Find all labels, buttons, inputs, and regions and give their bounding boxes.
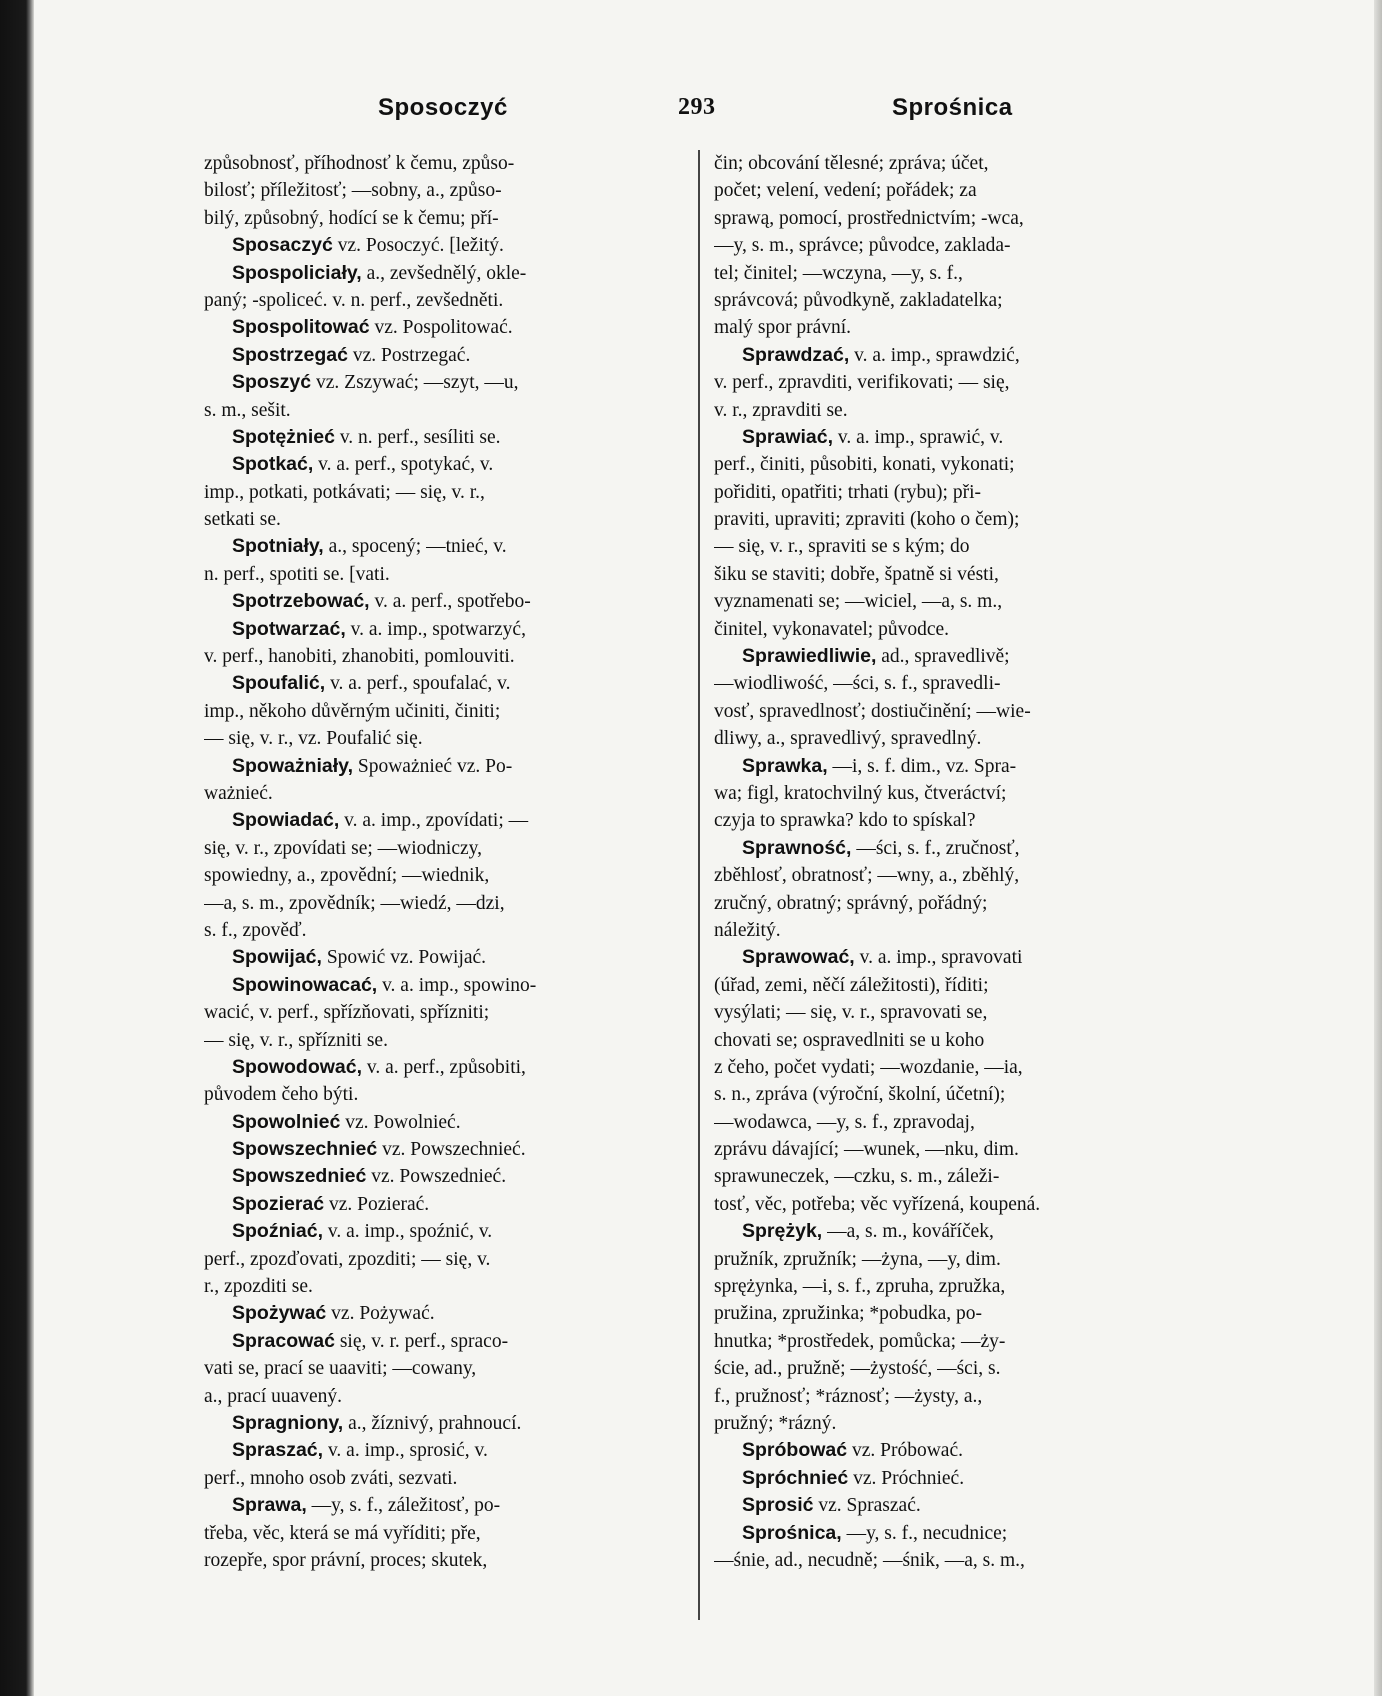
text-line: —y, s. m., správce; původce, zaklada- xyxy=(714,235,1011,257)
entry-line xyxy=(204,1109,680,1136)
definition: vz. Pospolitować. xyxy=(369,317,513,339)
text-line: náležitý. xyxy=(714,919,781,941)
headword: Sprawować, xyxy=(742,946,855,969)
entry-line xyxy=(204,342,680,369)
definition: v. a. perf., způsobiti, xyxy=(362,1056,526,1078)
definition: vz. Powszechnieć. xyxy=(377,1139,526,1161)
headword: Sprosić xyxy=(742,1494,814,1517)
text-line: setkati se. xyxy=(204,509,281,531)
definition: —y, s. f., necudnice; xyxy=(841,1522,1008,1544)
definition: v. a. imp., spoźnić, v. xyxy=(323,1221,493,1243)
text-line: s. m., sešit. xyxy=(204,399,291,421)
text-line: perf., mnoho osob zváti, sezvati. xyxy=(204,1467,458,1489)
text-line: imp., někoho důvěrným učiniti, činiti; xyxy=(204,700,501,722)
entry-line xyxy=(204,1191,680,1218)
text-line: czyja to sprawka? kdo to spískal? xyxy=(714,810,976,832)
entry-line xyxy=(204,1492,680,1519)
text-line: się, v. r., zpovídati se; —wiodniczy, xyxy=(204,837,482,859)
definition: Spowić vz. Powijać. xyxy=(321,947,487,969)
headword: Sprawka, xyxy=(742,754,828,777)
text-line: bilý, způsobný, hodící se k čemu; pří- xyxy=(204,207,499,229)
definition: vz. Zszywać; —szyt, —u, xyxy=(311,372,519,394)
headword: Sprawność, xyxy=(742,836,852,859)
headword: Spotrzebować, xyxy=(232,590,370,613)
headword: Spotężnieć xyxy=(232,425,335,448)
text-line: perf., činiti, působiti, konati, vykonati; xyxy=(714,454,1015,476)
headword: Spowszednieć xyxy=(232,1165,367,1188)
text-line: pořiditi, opatřiti; trhati (rybu); při- xyxy=(714,481,981,503)
entry-line xyxy=(204,807,680,834)
text-line: pružina, zpružinka; *pobudka, po- xyxy=(714,1303,983,1325)
definition: vz. Powolnieć. xyxy=(340,1111,461,1133)
entry-line xyxy=(204,1437,680,1464)
headword: Spraszać, xyxy=(232,1439,324,1462)
definition: v. a. imp., sprawdzić, xyxy=(849,344,1020,366)
running-head-left: Sposoczyć xyxy=(378,94,508,121)
text-line: z čeho, počet vydati; —wozdanie, —ia, xyxy=(714,1056,1023,1078)
text-line: v. perf., zpravditi, verifikovati; — się, xyxy=(714,372,1010,394)
definition: vz. Postrzegać. xyxy=(347,344,471,366)
definition: vz. Powszednieć. xyxy=(366,1166,507,1188)
definition: vz. Posoczyć. [ležitý. xyxy=(332,235,504,257)
definition: v. a. perf., spotřebo- xyxy=(369,591,531,613)
text-line: a., prací uuavený. xyxy=(204,1385,343,1407)
text-line: dliwy, a., spravedlivý, spravedlný. xyxy=(714,728,982,750)
headword: Spostrzegać xyxy=(232,343,348,366)
entry-line xyxy=(204,1136,680,1163)
definition: a., žíznivý, prahnoucí. xyxy=(343,1412,522,1434)
definition: v. a. imp., spowino- xyxy=(377,974,537,996)
text-line: pružný; *rázný. xyxy=(714,1412,837,1434)
headword: Spotniały, xyxy=(232,535,324,558)
definition: vz. Pożywać. xyxy=(326,1303,435,1325)
entry-line xyxy=(714,1492,1192,1519)
text-line: —a, s. m., zpovědník; —wiedź, —dzi, xyxy=(204,892,505,914)
text-line: šiku se staviti; dobře, špatně si vésti, xyxy=(714,563,999,585)
definition: vz. Próbować. xyxy=(847,1440,963,1462)
entry-line xyxy=(204,616,680,643)
text-line: (úřad, zemi, něčí záležitosti), říditi; xyxy=(714,974,989,996)
text-line: s. n., zpráva (výroční, školní, účetní); xyxy=(714,1084,1006,1106)
text-line: — się, v. r., spraviti se s kým; do xyxy=(714,536,970,558)
entry-line xyxy=(204,533,680,560)
entry-line xyxy=(714,835,1192,862)
headword: Spowodować, xyxy=(232,1055,363,1078)
definition: v. a. perf., spotykać, v. xyxy=(313,454,494,476)
headword: Spozierać xyxy=(232,1192,325,1215)
text-line: čin; obcování tělesné; zpráva; účet, xyxy=(714,153,989,174)
entry-line xyxy=(204,314,680,341)
headword: Spospoliciały, xyxy=(232,261,362,284)
page-number: 293 xyxy=(678,94,716,120)
headword: Sprawa, xyxy=(232,1494,307,1517)
definition: —ści, s. f., zručnosť, xyxy=(851,837,1020,859)
text-line: způsobnosť, příhodnosť k čemu, způso- xyxy=(204,153,515,174)
entry-line xyxy=(204,369,680,396)
headword: Spospolitować xyxy=(232,316,370,339)
text-line: vati se, prací se uaaviti; —cowany, xyxy=(204,1358,477,1380)
headword: Spowinowacać, xyxy=(232,973,378,996)
entry-line xyxy=(204,670,680,697)
entry-line xyxy=(204,944,680,971)
left-column xyxy=(204,150,680,1574)
text-line: imp., potkati, potkávati; — się, v. r., xyxy=(204,481,485,503)
entry-line xyxy=(714,643,1192,670)
definition: a., spocený; —tnieć, v. xyxy=(323,536,507,558)
text-line: spowiedny, a., zpovědní; —wiednik, xyxy=(204,865,490,887)
definition: —i, s. f. dim., vz. Spra- xyxy=(827,755,1017,777)
entry-line xyxy=(204,1054,680,1081)
text-line: zručný, obratný; správný, pořádný; xyxy=(714,892,988,914)
headword: Spowszechnieć xyxy=(232,1138,378,1161)
entry-line xyxy=(204,451,680,478)
headword: Sprężyk, xyxy=(742,1220,823,1243)
text-line: tel; činitel; —wczyna, —y, s. f., xyxy=(714,262,963,284)
text-line: chovati se; ospravedlniti se u koho xyxy=(714,1029,985,1051)
right-column xyxy=(714,150,1192,1574)
definition: vz. Próchnieć. xyxy=(848,1467,965,1489)
text-line: —śnie, ad., necudně; —śnik, —a, s. m., xyxy=(714,1549,1025,1571)
text-line: praviti, upraviti; zpraviti (koho o čem); xyxy=(714,509,1020,531)
definition: vz. Spraszać. xyxy=(813,1495,921,1517)
entry-line xyxy=(204,1300,680,1327)
text-line: ście, ad., pružně; —żystość, —ści, s. xyxy=(714,1358,1001,1380)
definition: Spoważnieć vz. Po- xyxy=(353,755,513,777)
text-line: s. f., zpověď. xyxy=(204,919,307,941)
definition: v. a. imp., sprosić, v. xyxy=(323,1440,488,1462)
text-line: wacić, v. perf., spřízňovati, spřízniti; xyxy=(204,1002,490,1024)
text-line: třeba, věc, která se má vyříditi; pře, xyxy=(204,1522,481,1544)
headword: Spragniony, xyxy=(232,1411,344,1434)
entry-line xyxy=(714,1218,1192,1245)
headword: Sprawiać, xyxy=(742,425,834,448)
text-line: ważnieć. xyxy=(204,782,273,804)
entry-line xyxy=(714,753,1192,780)
entry-line xyxy=(714,1520,1192,1547)
definition: v. a. imp., spotwarzyć, xyxy=(345,618,526,640)
headword: Sposaczyć xyxy=(232,234,333,257)
entry-line xyxy=(204,1410,680,1437)
headword: Spowiadać, xyxy=(232,809,340,832)
definition: —a, s. m., kováříček, xyxy=(822,1221,994,1243)
text-line: —wiodliwość, —ści, s. f., spravedli- xyxy=(714,673,1001,695)
text-line: paný; -spoliceć. v. n. perf., zevšedněti. xyxy=(204,289,504,311)
headword: Spotkać, xyxy=(232,453,314,476)
headword: Spoufalić, xyxy=(232,672,326,695)
text-line: sprawą, pomocí, prostřednictvím; -wca, xyxy=(714,207,1024,229)
text-line: malý spor právní. xyxy=(714,317,852,339)
definition: v. n. perf., sesíliti se. xyxy=(334,426,501,448)
entry-line xyxy=(204,1163,680,1190)
definition: a., zevšednělý, okle- xyxy=(361,262,527,284)
text-line: sprężynka, —i, s. f., zpruha, zpružka, xyxy=(714,1276,1006,1298)
entry-line xyxy=(204,588,680,615)
running-head-right: Sprośnica xyxy=(892,94,1013,121)
headword: Sposzyć xyxy=(232,371,312,394)
text-line: —wodawca, —y, s. f., zpravodaj, xyxy=(714,1111,975,1133)
headword: Spożywać xyxy=(232,1302,327,1325)
entry-line xyxy=(714,1465,1192,1492)
entry-line xyxy=(204,972,680,999)
entry-line xyxy=(204,1218,680,1245)
definition: vz. Pozierać. xyxy=(324,1193,430,1215)
definition: v. a. imp., zpovídati; — xyxy=(339,810,529,832)
entry-line xyxy=(204,232,680,259)
text-line: zběhlosť, obratnosť; —wny, a., zběhlý, xyxy=(714,865,1020,887)
headword: Spróbować xyxy=(742,1439,848,1462)
text-line: rozepře, spor právní, proces; skutek, xyxy=(204,1549,488,1571)
headword: Sprośnica, xyxy=(742,1521,842,1544)
entry-line xyxy=(204,753,680,780)
text-line: v. perf., hanobiti, zhanobiti, pomlouviti. xyxy=(204,646,515,668)
text-line: n. perf., spotiti se. [vati. xyxy=(204,563,390,585)
text-line: f., pružnosť; *ráznosť; —żysty, a., xyxy=(714,1385,983,1407)
text-line: zprávu dávající; —wunek, —nku, dim. xyxy=(714,1139,1019,1161)
column-divider xyxy=(698,150,700,1620)
text-line: počet; velení, vedení; pořádek; za xyxy=(714,180,977,202)
text-line: — się, v. r., vz. Poufalić się. xyxy=(204,728,423,750)
entry-line xyxy=(204,1328,680,1355)
headword: Spróchnieć xyxy=(742,1466,849,1489)
scan-binding-edge xyxy=(0,0,34,1696)
definition: się, v. r. perf., spraco- xyxy=(334,1330,509,1352)
text-line: v. r., zpravditi se. xyxy=(714,399,848,421)
text-line: tosť, věc, potřeba; věc vyřízená, koupená. xyxy=(714,1193,1041,1215)
definition: —y, s. f., záležitosť, po- xyxy=(306,1495,501,1517)
text-line: vysýlati; — się, v. r., spravovati se, xyxy=(714,1002,988,1024)
definition: v. a. perf., spoufalać, v. xyxy=(325,673,511,695)
entry-line xyxy=(204,424,680,451)
text-line: wa; figl, kratochvilný kus, čtveráctví; xyxy=(714,782,1007,804)
headword: Spracować xyxy=(232,1329,335,1352)
headword: Spowijać, xyxy=(232,946,322,969)
definition: ad., spravedlivě; xyxy=(876,646,1010,668)
text-line: hnutka; *prostředek, pomůcka; —ży- xyxy=(714,1330,1006,1352)
text-line: perf., zpozďovati, zpozditi; — się, v. xyxy=(204,1248,491,1270)
scan-right-edge xyxy=(1374,0,1382,1696)
headword: Spowolnieć xyxy=(232,1110,341,1133)
entry-line xyxy=(714,424,1192,451)
text-line: činitel, vykonavatel; původce. xyxy=(714,618,950,640)
headword: Spotwarzać, xyxy=(232,617,346,640)
entry-line xyxy=(714,944,1192,971)
headword: Sprawdzać, xyxy=(742,343,850,366)
headword: Sprawiedliwie, xyxy=(742,645,877,668)
text-line: správcová; původkyně, zakladatelka; xyxy=(714,289,1003,311)
text-line: vyznamenati se; —wiciel, —a, s. m., xyxy=(714,591,1003,613)
headword: Spoźniać, xyxy=(232,1220,324,1243)
text-line: pružník, zpružník; —żyna, —y, dim. xyxy=(714,1248,1001,1270)
definition: v. a. imp., spravovati xyxy=(854,947,1023,969)
text-line: bilosť; příležitosť; —sobny, a., způso- xyxy=(204,180,502,202)
entry-line xyxy=(714,1437,1192,1464)
text-line: vosť, spravedlnosť; dostiučinění; —wie- xyxy=(714,700,1031,722)
text-line: r., zpozditi se. xyxy=(204,1276,313,1298)
entry-line xyxy=(714,342,1192,369)
text-line: — się, v. r., spřízniti se. xyxy=(204,1029,388,1051)
entry-line xyxy=(204,260,680,287)
headword: Spoważniały, xyxy=(232,754,353,777)
definition: v. a. imp., sprawić, v. xyxy=(833,426,1004,448)
text-line: původem čeho býti. xyxy=(204,1084,359,1106)
text-line: sprawuneczek, —czku, s. m., záleži- xyxy=(714,1166,1000,1188)
